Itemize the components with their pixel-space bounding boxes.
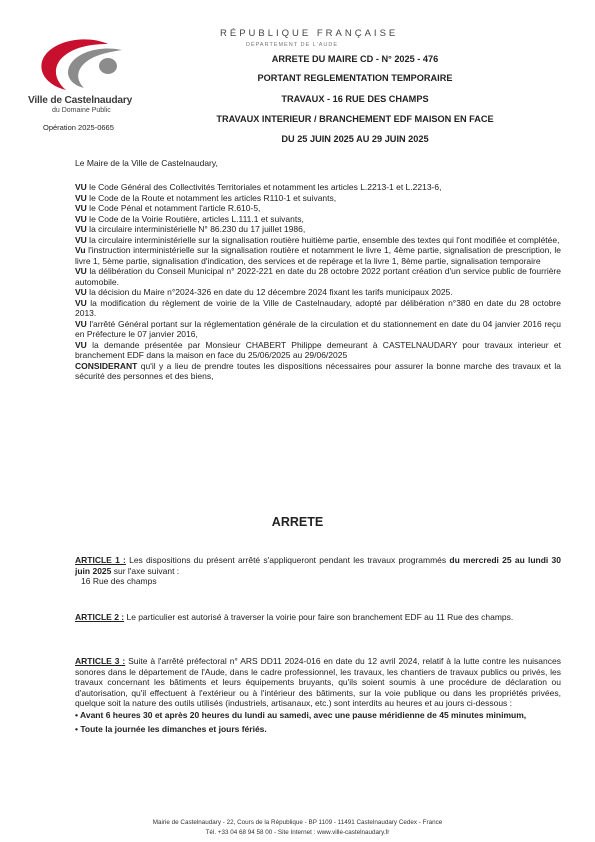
city-department: du Domaine Public xyxy=(52,107,111,114)
consideration-item xyxy=(75,214,561,225)
consideration-item xyxy=(75,235,561,246)
decree-title-2: PORTANT REGLEMENTATION TEMPORAIRE xyxy=(257,73,453,83)
consideration-lead: VU xyxy=(75,182,87,192)
article-3-bullet: • Avant 6 heures 30 et après 20 heures du lundi au samedi, avec une pause méridienne de 45 minutes minimum, xyxy=(75,709,527,720)
consideration-item xyxy=(75,298,561,319)
consideration-lead: VU xyxy=(75,266,87,276)
consideration-text: le Code Général des Collectivités Territoriales et notamment les articles L.2213-1 et L.2213-6, xyxy=(86,182,442,192)
republic-subheading: DÉPARTEMENT DE L'AUDE xyxy=(246,42,339,48)
footer-address: Mairie de Castelnaudary - 22, Cours de la République - BP 1109 - 11491 Castelnaudary Cedex - France xyxy=(152,819,443,826)
republic-heading: RÉPUBLIQUE FRANÇAISE xyxy=(220,28,399,39)
city-logo-icon xyxy=(30,36,140,96)
consideration-text: le Code Pénal et notamment l'article R.610-5, xyxy=(86,203,261,213)
article-3-text: Suite à l'arrêté préfectoral n° ARS DD11 2024-016 en date du 12 avril 2024, relatif à la lutte contre les nuisances sonores dans le département de l'Aude, dans le cadre professionnel, les travaux, les chantiers de travaux publics ou privés, les travaux concernant les bâtiments et leurs équipements bruyants, qu'ils soient soumis à une procédure de déclaration ou d'autorisation, qu'il effectuent à l'extérieur ou à l'intérieur des bâtiments, sur la voie publique ou dans les propriétés privées, quelque soit la nature des outils utilisés (industriels, artisanaux, etc.) sont interdits au heures et au jours ci-dessous : xyxy=(75,656,561,709)
consideration-text: la modification du règlement de voirie de la Ville de Castelnaudary, adopté par délibération n°380 en date du 28 octobre 2013. xyxy=(75,297,561,318)
consideration-lead: VU xyxy=(75,213,87,224)
consideration-text: la délibération du Conseil Municipal n° 2022-221 en date du 28 octobre 2022 portant création d'un service public de fourrière automobile. xyxy=(75,266,561,287)
consideration-item xyxy=(75,340,561,361)
consideration-text: le Code de la Route et notamment les articles R110-1 et suivants, xyxy=(86,192,337,203)
decree-title-4: TRAVAUX INTERIEUR / BRANCHEMENT EDF MAISON EN FACE xyxy=(216,114,494,124)
consideration-item xyxy=(75,361,561,382)
article-1-address: 16 Rue des champs xyxy=(81,576,157,587)
article-1-dates: du mercredi 25 au lundi 30 juin 2025 xyxy=(75,555,561,576)
footer-contact: Tél. +33 04 68 94 58 00 - Site Internet : www.ville-castelnaudary.fr xyxy=(205,829,390,836)
consideration-lead: Vu xyxy=(75,245,86,255)
consideration-item xyxy=(75,287,561,298)
consideration-item xyxy=(75,182,561,193)
consideration-lead: CONSIDERANT xyxy=(75,360,138,371)
decree-title-5: DU 25 JUIN 2025 AU 29 JUIN 2025 xyxy=(281,134,429,144)
consideration-text: l'instruction interministérielle sur la signalisation routière et notamment le livre 1, 4ème partie, signalisation de prescription, le livre 1, 5ème partie, signalisation d'indication, des services et de repérage et la livre 1, 8ème partie, signalisation temporaire xyxy=(75,245,561,266)
article-3-bullet-text: Toute la journée les dimanches et jours fériés. xyxy=(80,723,267,734)
considerations-list xyxy=(75,182,561,382)
article-1 xyxy=(75,555,561,587)
consideration-text: qu'il y a lieu de prendre toutes les dispositions nécessaires pour assurer la bonne marche des travaux et la sécurité des personnes et des biens, xyxy=(75,360,561,381)
consideration-item xyxy=(75,224,561,235)
consideration-lead: VU xyxy=(75,224,87,234)
consideration-text: la circulaire interministérielle N° 86.230 du 17 juillet 1986, xyxy=(86,224,306,234)
consideration-item xyxy=(75,245,561,266)
article-2-text: Le particulier est autorisé à traverser la voirie pour faire son branchement EDF au 11 Rue des champs. xyxy=(124,612,514,622)
operation-number: Opération 2025-0665 xyxy=(43,123,114,132)
consideration-text: la décision du Maire n°2024-326 en date du 12 décembre 2024 fixant les tarifs municipaux 2025. xyxy=(86,287,453,297)
article-3-bullet: • Toute la journée les dimanches et jours fériés. xyxy=(75,723,267,734)
consideration-lead: VU xyxy=(75,287,87,297)
article-1-tail: sur l'axe suivant : xyxy=(111,565,180,576)
consideration-item xyxy=(75,266,561,287)
consideration-lead: VU xyxy=(75,234,87,245)
article-3-bullet-text: Avant 6 heures 30 et après 20 heures du lundi au samedi, avec une pause méridienne de 45 minutes minimum, xyxy=(80,709,527,720)
consideration-lead: VU xyxy=(75,339,87,350)
article-2 xyxy=(75,612,561,623)
decree-title-3: TRAVAUX - 16 RUE DES CHAMPS xyxy=(281,94,429,104)
article-1-label: ARTICLE 1 : xyxy=(75,555,126,565)
consideration-text: la circulaire interministérielle sur la signalisation routière huitième partie, ensemble des textes qui l'ont modifiée et complétée, xyxy=(86,234,560,245)
consideration-lead: VU xyxy=(75,203,87,213)
consideration-lead: VU xyxy=(75,192,87,203)
consideration-item xyxy=(75,203,561,214)
intro-text: Le Maire de la Ville de Castelnaudary, xyxy=(75,158,218,168)
arrete-heading: ARRETE xyxy=(271,515,324,529)
city-name: Ville de Castelnaudary xyxy=(28,95,133,106)
consideration-text: le Code de la Voirie Routière, articles L.111.1 et suivants, xyxy=(86,213,304,224)
consideration-item xyxy=(75,319,561,340)
consideration-text: la demande présentée par Monsieur CHABERT Philippe demeurant à CASTELNAUDARY pour travaux interieur et branchement EDF dans la maison en face du 25/06/2025 au 29/06/2025 xyxy=(75,339,561,360)
article-1-text: Les dispositions du présent arrêté s'appliqueront pendant les travaux programmés xyxy=(125,555,450,565)
consideration-lead: VU xyxy=(75,297,87,308)
consideration-item xyxy=(75,193,561,204)
article-3-label: ARTICLE 3 : xyxy=(75,656,126,666)
decree-title-1: ARRETE DU MAIRE CD - N° 2025 - 476 xyxy=(271,54,439,64)
consideration-text: l'arrêté Général portant sur la réglementation générale de la circulation et du stationnement en date du 04 janvier 2016 reçu en Préfecture le 07 janvier 2016, xyxy=(75,318,561,339)
article-2-label: ARTICLE 2 : xyxy=(75,612,125,622)
consideration-lead: VU xyxy=(75,318,87,329)
article-3 xyxy=(75,656,561,734)
